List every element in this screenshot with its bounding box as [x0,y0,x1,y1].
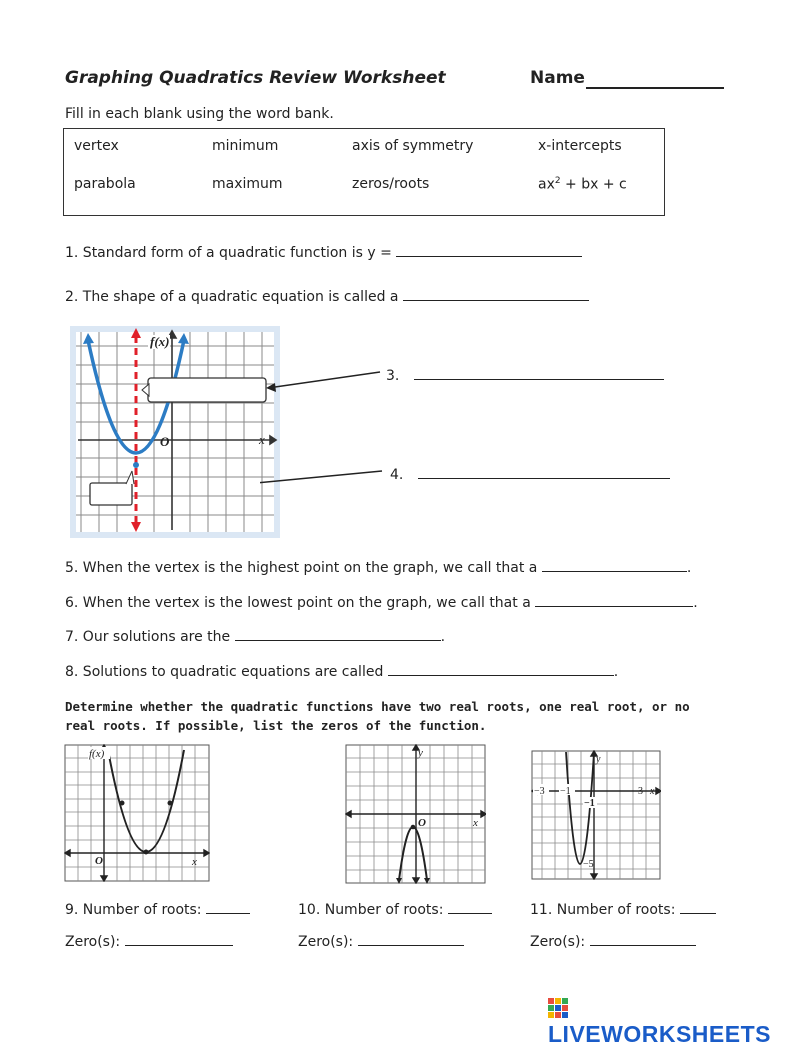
answer-blank-7[interactable] [235,627,441,641]
zeros-10 [298,932,464,950]
graph-10-origin: O [418,817,426,829]
graph-10 [345,744,486,884]
graph-9-fx-label: f(x) [89,748,105,760]
liveworksheets-logo [548,994,793,1048]
zeros-9 [65,932,233,950]
question-6-text: 6. When the vertex is the lowest point on the graph, we call that a [65,595,531,611]
vertex-axis-graph [70,326,280,538]
question-3 [386,366,664,384]
pointer-arrows [260,360,400,500]
answer-blank-5[interactable] [542,558,687,572]
question-1 [65,243,582,261]
graph-9-origin: O [95,855,103,867]
question-8: 8. Solutions to quadratic equations are called . [65,664,619,680]
word-bank [63,128,665,216]
answer-blank-1[interactable] [396,243,582,257]
zeros-9-label: Zero(s): [65,934,121,950]
question-4 [390,465,670,483]
question-9 [65,900,250,918]
graph-9-x-label: x [192,856,197,868]
word-bank-item: zeros/roots [352,176,430,192]
zeros-blank-9[interactable] [125,932,233,946]
roots-blank-11[interactable] [680,900,716,914]
answer-blank-2[interactable] [403,287,589,301]
graph-11 [531,750,661,880]
zeros-10-label: Zero(s): [298,934,354,950]
instructions: Fill in each blank using the word bank. [65,106,334,122]
word-bank-item: vertex [74,138,119,154]
question-1-text: 1. Standard form of a quadratic function is y = [65,245,392,261]
graph-11-x-label: x [650,786,655,797]
graph-11-tick-3: 3 [638,786,643,797]
question-6: 6. When the vertex is the lowest point on the graph, we call that a . [65,595,698,611]
roots-instructions: Determine whether the quadratic functions have two real roots, one real root, or no real roots. If possible, list the zeros of the function. [65,699,690,733]
graph-11-tick-neg3: −3 [534,786,545,797]
graph-9 [64,744,210,882]
graph-10-x-label: x [473,817,478,829]
logo-icon [548,998,568,1018]
word-bank-item: minimum [212,138,279,154]
question-7-text: 7. Our solutions are the [65,629,231,645]
word-bank-item: parabola [74,176,136,192]
question-2 [65,287,589,305]
question-8-text: 8. Solutions to quadratic equations are called [65,664,384,680]
worksheet-title: Graphing Quadratics Review Worksheet [65,68,446,88]
zeros-blank-10[interactable] [358,932,464,946]
question-7: 7. Our solutions are the . [65,629,446,645]
word-bank-item: x-intercepts [538,138,622,154]
question-10-text: 10. Number of roots: [298,902,444,918]
question-9-text: 9. Number of roots: [65,902,202,918]
question-5-text: 5. When the vertex is the highest point on the graph, we call that a [65,560,538,576]
word-bank-item: axis of symmetry [352,138,474,154]
name-blank[interactable] [586,87,724,89]
zeros-11 [530,932,696,950]
question-2-text: 2. The shape of a quadratic equation is called a [65,289,399,305]
graph-10-y-label: y [418,747,423,759]
roots-blank-9[interactable] [206,900,250,914]
question-4-text: 4. [390,467,404,483]
zeros-blank-11[interactable] [590,932,696,946]
answer-blank-8[interactable] [388,662,614,676]
question-11-text: 11. Number of roots: [530,902,676,918]
logo-text: LIVEWORKSHEETS [548,1021,771,1047]
answer-blank-4[interactable] [418,465,670,479]
graph-11-tick-y-neg1: −1 [584,798,595,809]
answer-blank-6[interactable] [535,593,693,607]
question-5: 5. When the vertex is the highest point on the graph, we call that a . [65,560,692,576]
x-axis-label: x [259,432,265,447]
question-10 [298,900,492,918]
graph-11-tick-neg1: −1 [560,786,571,797]
fx-axis-label: f(x) [150,334,170,349]
question-11 [530,900,716,918]
graph-11-tick-y-neg5: −5 [583,859,594,870]
origin-label: O [160,434,170,449]
graph-11-y-label: y [596,754,601,765]
name-label: Name [530,68,585,88]
roots-blank-10[interactable] [448,900,492,914]
word-bank-item: maximum [212,176,283,192]
question-3-text: 3. [386,368,400,384]
zeros-11-label: Zero(s): [530,934,586,950]
word-bank-item-standard-form: $ax^2$ + bx + c [538,176,627,193]
answer-blank-3[interactable] [414,366,664,380]
